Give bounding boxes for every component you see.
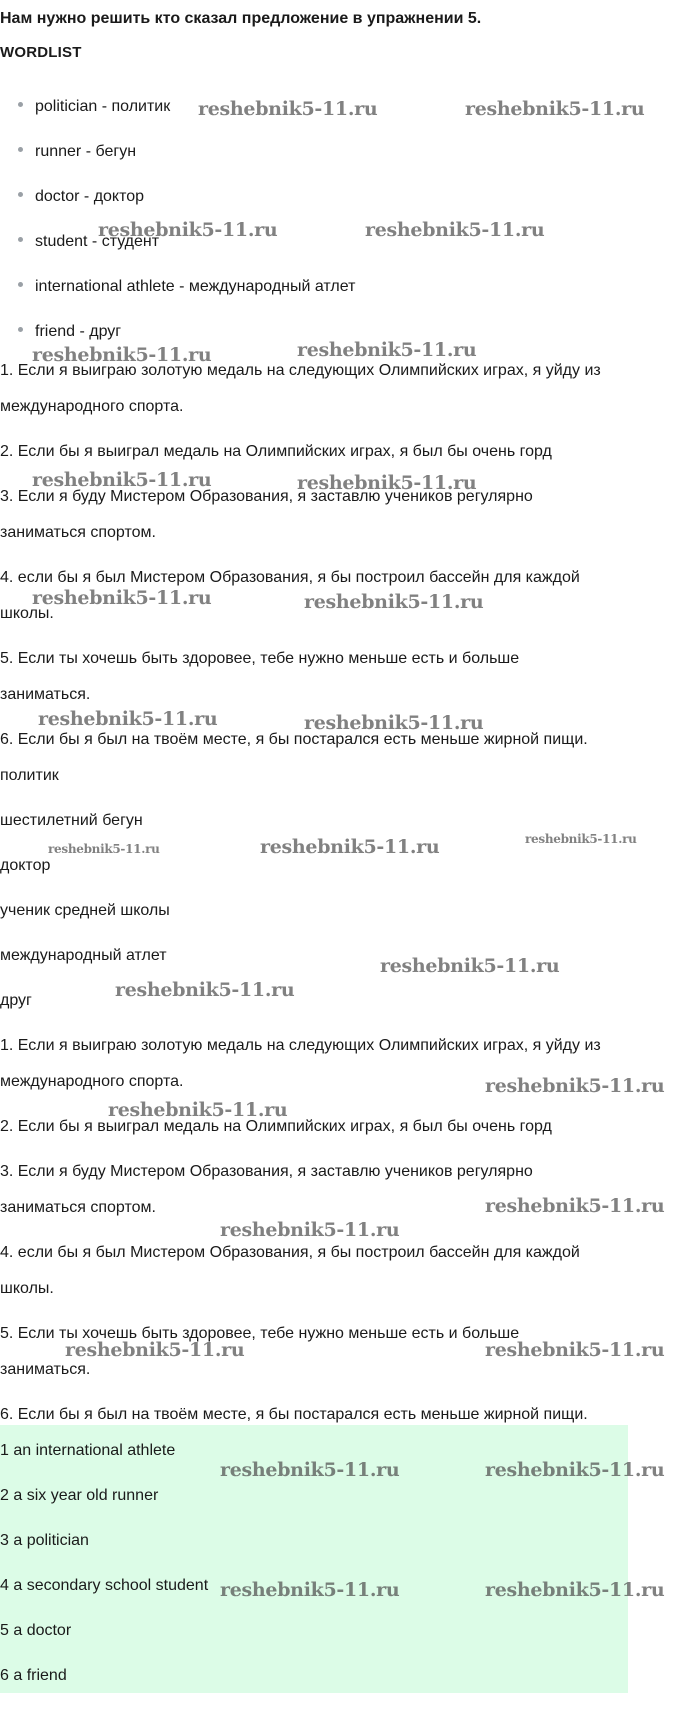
wordlist-entry: student - студент bbox=[35, 233, 160, 250]
list-item bbox=[18, 98, 170, 116]
bullet-icon bbox=[18, 147, 23, 152]
watermark: reshebnik5-11.ru bbox=[304, 591, 484, 613]
watermark: reshebnik5-11.ru bbox=[32, 587, 212, 609]
answer-item: 6 a friend bbox=[0, 1667, 67, 1684]
text-line: 2. Если бы я выиграл медаль на Олимпийских играх, я был бы очень горд bbox=[0, 1118, 552, 1135]
watermark: reshebnik5-11.ru bbox=[38, 708, 218, 730]
wordlist-entry: runner - бегун bbox=[35, 143, 137, 160]
wordlist-entry: international athlete - международный атлет bbox=[35, 278, 356, 295]
answer-item: 3 a politician bbox=[0, 1532, 89, 1549]
watermark: reshebnik5-11.ru bbox=[485, 1459, 665, 1481]
bullet-icon bbox=[18, 192, 23, 197]
list-item bbox=[18, 323, 121, 341]
text-line: 1. Если я выиграю золотую медаль на следующих Олимпийских играх, я уйду из bbox=[0, 1037, 601, 1054]
wordlist-entry: friend - друг bbox=[35, 323, 122, 340]
watermark: reshebnik5-11.ru bbox=[485, 1579, 665, 1601]
watermark: reshebnik5-11.ru bbox=[220, 1219, 400, 1241]
watermark: reshebnik5-11.ru bbox=[465, 98, 645, 120]
text-line: школы. bbox=[0, 605, 54, 622]
answer-item: 4 a secondary school student bbox=[0, 1577, 209, 1594]
bullet-icon bbox=[18, 237, 23, 242]
watermark: reshebnik5-11.ru bbox=[98, 219, 278, 241]
text-line: 3. Если я буду Мистером Образования, я заставлю учеников регулярно bbox=[0, 488, 533, 505]
text-line: 6. Если бы я был на твоём месте, я бы постарался есть меньше жирной пищи. bbox=[0, 731, 588, 748]
watermark: reshebnik5-11.ru bbox=[220, 1459, 400, 1481]
page-title: Нам нужно решить кто сказал предложение в упражнении 5. bbox=[0, 10, 482, 27]
bullet-icon bbox=[18, 282, 23, 287]
bullet-icon bbox=[18, 327, 23, 332]
text-line: 3. Если я буду Мистером Образования, я заставлю учеников регулярно bbox=[0, 1163, 533, 1180]
text-line: 4. если бы я был Мистером Образования, я бы построил бассейн для каждой bbox=[0, 1244, 580, 1261]
list-item bbox=[18, 188, 144, 206]
text-line: заниматься спортом. bbox=[0, 1199, 156, 1216]
text-line: международного спорта. bbox=[0, 1073, 184, 1090]
watermark: reshebnik5-11.ru bbox=[65, 1339, 245, 1361]
wordlist-heading: WORDLIST bbox=[0, 44, 82, 61]
speaker-item: доктор bbox=[0, 857, 51, 874]
speaker-item: друг bbox=[0, 992, 32, 1009]
text-line: 5. Если ты хочешь быть здоровее, тебе нужно меньше есть и больше bbox=[0, 1325, 520, 1342]
speaker-item: шестилетний бегун bbox=[0, 812, 143, 829]
watermark: reshebnik5-11.ru bbox=[108, 1099, 288, 1121]
text-line: школы. bbox=[0, 1280, 54, 1297]
watermark: reshebnik5-11.ru bbox=[365, 219, 545, 241]
list-item bbox=[18, 278, 355, 296]
answer-item: 5 a doctor bbox=[0, 1622, 72, 1639]
watermark: reshebnik5-11.ru bbox=[297, 339, 477, 361]
list-item bbox=[18, 143, 136, 161]
text-line: 2. Если бы я выиграл медаль на Олимпийских играх, я был бы очень горд bbox=[0, 443, 552, 460]
watermark: reshebnik5-11.ru bbox=[32, 469, 212, 491]
watermark: reshebnik5-11.ru bbox=[32, 344, 212, 366]
watermark: reshebnik5-11.ru bbox=[485, 1075, 665, 1097]
speaker-item: международный атлет bbox=[0, 947, 167, 964]
speaker-item: ученик средней школы bbox=[0, 902, 170, 919]
speaker-item: политик bbox=[0, 767, 59, 784]
answer-item: 2 a six year old runner bbox=[0, 1487, 159, 1504]
text-line: заниматься. bbox=[0, 686, 91, 703]
text-line: 4. если бы я был Мистером Образования, я бы построил бассейн для каждой bbox=[0, 569, 580, 586]
text-line: 6. Если бы я был на твоём месте, я бы постарался есть меньше жирной пищи. bbox=[0, 1406, 588, 1423]
watermark: reshebnik5-11.ru bbox=[220, 1579, 400, 1601]
watermark: reshebnik5-11.ru bbox=[304, 712, 484, 734]
watermark: reshebnik5-11.ru bbox=[380, 955, 560, 977]
watermark: reshebnik5-11.ru bbox=[115, 979, 295, 1001]
watermark: reshebnik5-11.ru bbox=[48, 842, 160, 856]
wordlist bbox=[0, 0, 680, 340]
text-line: международного спорта. bbox=[0, 398, 184, 415]
text-line: заниматься спортом. bbox=[0, 524, 156, 541]
bullet-icon bbox=[18, 102, 23, 107]
wordlist-entry: politician - политик bbox=[35, 98, 171, 115]
watermark: reshebnik5-11.ru bbox=[485, 1339, 665, 1361]
watermark: reshebnik5-11.ru bbox=[297, 472, 477, 494]
watermark: reshebnik5-11.ru bbox=[198, 98, 378, 120]
watermark: reshebnik5-11.ru bbox=[525, 832, 637, 846]
watermark: reshebnik5-11.ru bbox=[485, 1195, 665, 1217]
wordlist-entry: doctor - доктор bbox=[35, 188, 145, 205]
text-line: 1. Если я выиграю золотую медаль на следующих Олимпийских играх, я уйду из bbox=[0, 362, 601, 379]
watermark: reshebnik5-11.ru bbox=[260, 836, 440, 858]
answer-item: 1 an international athlete bbox=[0, 1442, 176, 1459]
text-line: 5. Если ты хочешь быть здоровее, тебе нужно меньше есть и больше bbox=[0, 650, 520, 667]
text-line: заниматься. bbox=[0, 1361, 91, 1378]
